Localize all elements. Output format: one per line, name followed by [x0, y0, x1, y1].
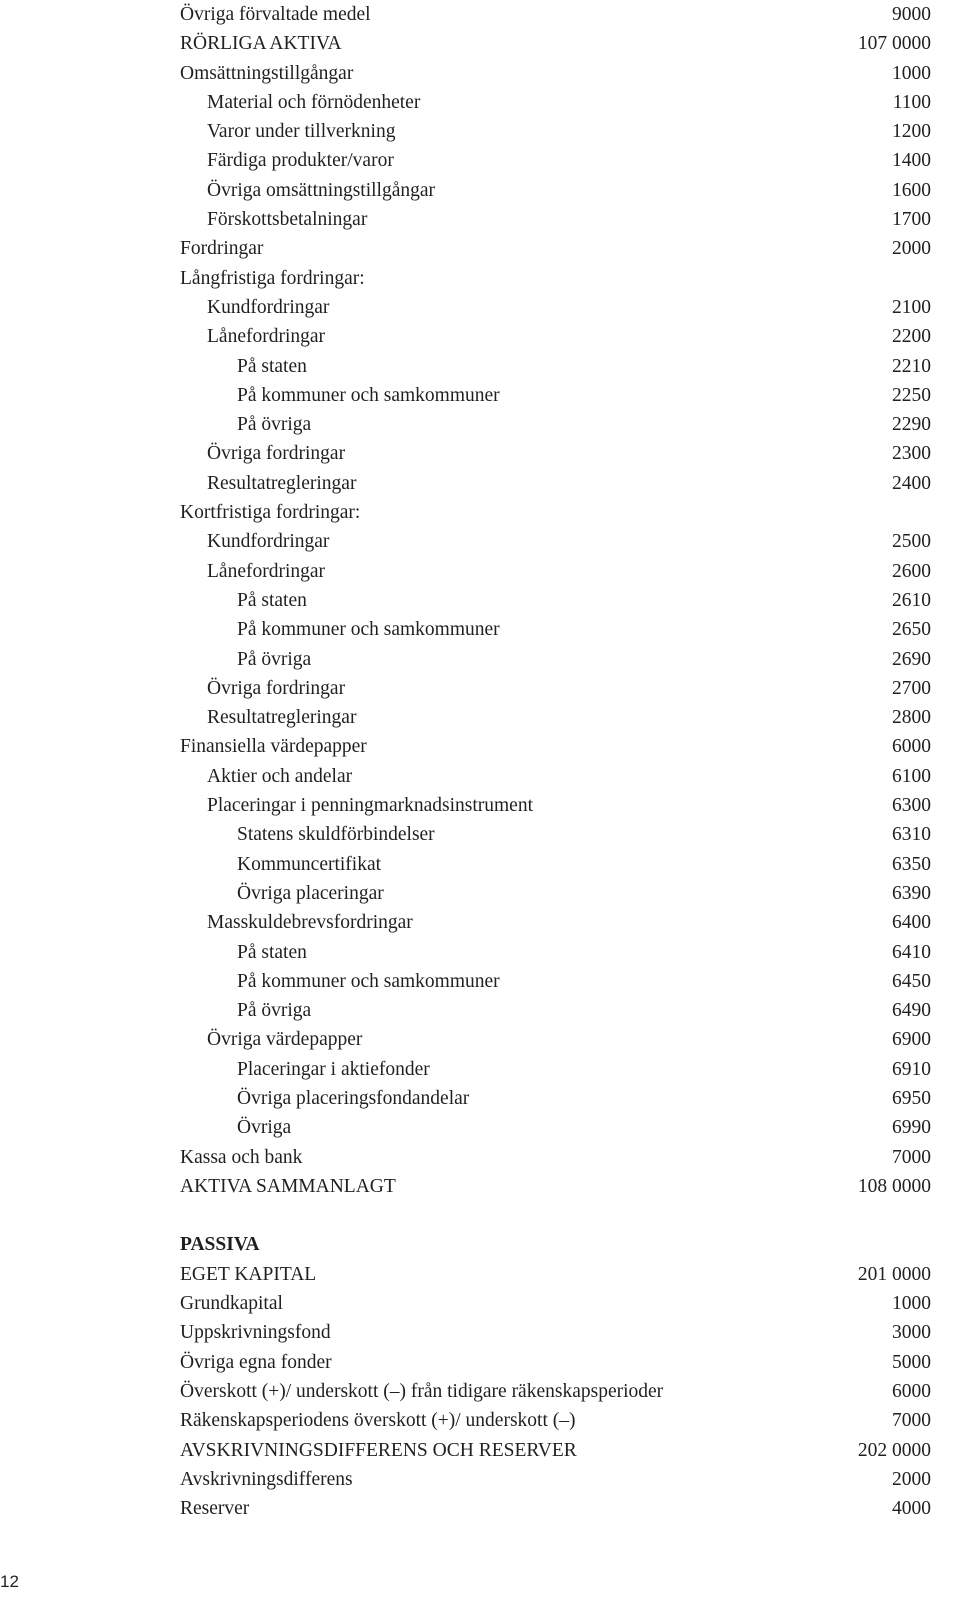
account-label: Kundfordringar — [207, 296, 330, 318]
account-row — [180, 498, 931, 527]
account-row — [180, 0, 931, 29]
account-label: Masskuldebrevsfordringar — [207, 912, 413, 934]
account-label: På staten — [237, 355, 307, 377]
account-code: 9000 — [892, 4, 931, 25]
account-row — [180, 410, 931, 439]
account-row — [180, 615, 931, 644]
account-code: 2000 — [892, 238, 931, 260]
account-row — [180, 205, 931, 234]
account-label: Omsättningstillgångar — [180, 62, 354, 84]
account-row — [180, 352, 931, 381]
account-code: 6400 — [892, 912, 931, 934]
account-row — [180, 732, 931, 761]
account-label: Kortfristiga fordringar: — [180, 502, 361, 524]
account-label: Lånefordringar — [207, 560, 326, 582]
account-code: 2500 — [892, 531, 931, 553]
account-code: 1700 — [892, 209, 931, 231]
account-row — [180, 176, 931, 205]
account-row — [180, 1055, 931, 1084]
account-label: Övriga förvaltade medel — [180, 4, 371, 25]
account-row — [180, 264, 931, 293]
account-row — [180, 1348, 931, 1377]
account-code: 2000 — [892, 1468, 931, 1490]
account-label: Långfristiga fordringar: — [180, 267, 365, 289]
account-code: 1000 — [892, 62, 931, 84]
account-code: 1200 — [892, 121, 931, 143]
account-row — [180, 820, 931, 849]
liabilities-section — [180, 1260, 931, 1524]
account-row — [180, 1084, 931, 1113]
account-label: På kommuner och samkommuner — [237, 384, 500, 406]
account-row — [180, 1406, 931, 1435]
account-code: 7000 — [892, 1410, 931, 1432]
account-code: 6950 — [892, 1087, 931, 1109]
account-row — [180, 703, 931, 732]
account-label: Förskottsbetalningar — [207, 209, 368, 231]
account-label: Övriga omsättningstillgångar — [207, 179, 436, 201]
account-label: Räkenskapsperiodens överskott (+)/ underskott (–) — [180, 1410, 576, 1432]
account-label: Uppskrivningsfond — [180, 1322, 331, 1344]
account-row — [180, 1025, 931, 1054]
account-label: Resultatregleringar — [207, 707, 357, 729]
account-code: 1100 — [892, 91, 931, 113]
account-code: 6000 — [892, 736, 931, 758]
account-row — [180, 996, 931, 1025]
account-code: 6100 — [892, 765, 931, 787]
account-label: Övriga värdepapper — [207, 1029, 363, 1051]
account-row — [180, 908, 931, 937]
account-row — [180, 967, 931, 996]
account-label: Placeringar i penningmarknadsinstrument — [207, 795, 533, 817]
account-code: 6410 — [892, 941, 931, 963]
account-row — [180, 234, 931, 263]
account-code: 6910 — [892, 1058, 931, 1080]
account-code: 6450 — [892, 970, 931, 992]
account-row — [180, 117, 931, 146]
account-code: 6390 — [892, 882, 931, 904]
account-label: Övriga placeringar — [237, 882, 384, 904]
account-label: På övriga — [237, 414, 312, 436]
account-label: På övriga — [237, 648, 312, 670]
account-code: 202 0000 — [857, 1439, 931, 1461]
account-row — [180, 674, 931, 703]
account-code: 7000 — [892, 1146, 931, 1168]
account-row — [180, 850, 931, 879]
account-label: AVSKRIVNINGSDIFFERENS OCH RESERVER — [180, 1439, 577, 1461]
account-label: På övriga — [237, 1000, 312, 1022]
account-label: Aktier och andelar — [207, 765, 353, 787]
account-label: Material och förnödenheter — [207, 91, 421, 113]
account-code: 201 0000 — [857, 1263, 931, 1285]
account-code: 2700 — [892, 677, 931, 699]
account-code: 2600 — [892, 560, 931, 582]
account-row — [180, 1289, 931, 1318]
account-row — [180, 322, 931, 351]
account-code: 2800 — [892, 707, 931, 729]
account-label: Lånefordringar — [207, 326, 326, 348]
account-code: 6350 — [892, 853, 931, 875]
account-code: 6990 — [892, 1117, 931, 1139]
account-label: Resultatregleringar — [207, 472, 357, 494]
account-label: Avskrivningsdifferens — [180, 1468, 353, 1490]
account-code: 6900 — [892, 1029, 931, 1051]
account-row — [180, 791, 931, 820]
account-label: På staten — [237, 589, 307, 611]
account-code: 107 0000 — [857, 33, 931, 55]
account-row — [180, 59, 931, 88]
account-row — [180, 938, 931, 967]
page-number: 12 — [0, 1572, 19, 1591]
account-code: 3000 — [892, 1322, 931, 1344]
account-code: 6310 — [892, 824, 931, 846]
account-code: 2400 — [892, 472, 931, 494]
account-code: 2290 — [892, 414, 931, 436]
account-label: Övriga egna fonder — [180, 1351, 332, 1373]
account-row — [180, 88, 931, 117]
account-row — [180, 1465, 931, 1494]
account-label: Övriga — [237, 1117, 292, 1139]
account-code: 2300 — [892, 443, 931, 465]
account-row — [180, 381, 931, 410]
account-row — [180, 1143, 931, 1172]
account-label: Övriga placeringsfondandelar — [237, 1087, 470, 1109]
account-code: 2100 — [892, 296, 931, 318]
account-code: 2210 — [892, 355, 931, 377]
account-label: Statens skuldförbindelser — [237, 824, 435, 846]
account-row — [180, 645, 931, 674]
account-code: 108 0000 — [857, 1175, 931, 1197]
account-list — [180, 0, 931, 1523]
account-label: Placeringar i aktiefonder — [237, 1058, 430, 1080]
account-code: 6300 — [892, 795, 931, 817]
account-label: På kommuner och samkommuner — [237, 970, 500, 992]
account-row — [180, 1494, 931, 1523]
passiva-heading: PASSIVA — [180, 1234, 260, 1256]
account-label: På kommuner och samkommuner — [237, 619, 500, 641]
account-row — [180, 586, 931, 615]
account-label: Varor under tillverkning — [207, 121, 396, 143]
account-row — [180, 1172, 931, 1201]
account-code: 5000 — [892, 1351, 931, 1373]
account-label: EGET KAPITAL — [180, 1263, 317, 1285]
account-row — [180, 439, 931, 468]
account-row — [180, 1318, 931, 1347]
account-row — [180, 146, 931, 175]
account-code: 6000 — [892, 1380, 931, 1402]
account-row — [180, 293, 931, 322]
passiva-heading-row — [180, 1230, 931, 1259]
account-code: 2250 — [892, 384, 931, 406]
account-label: Grundkapital — [180, 1293, 283, 1315]
account-code: 1400 — [892, 150, 931, 172]
account-label: På staten — [237, 941, 307, 963]
account-label: RÖRLIGA AKTIVA — [180, 33, 342, 55]
account-code: 1600 — [892, 179, 931, 201]
account-row — [180, 1113, 931, 1142]
account-code: 2200 — [892, 326, 931, 348]
account-row — [180, 1377, 931, 1406]
account-code: 6490 — [892, 1000, 931, 1022]
account-label: Fordringar — [180, 238, 264, 260]
account-label: Kundfordringar — [207, 531, 330, 553]
section-gap — [180, 1201, 931, 1230]
account-code: 4000 — [892, 1498, 931, 1520]
assets-section — [180, 0, 931, 1201]
account-row — [180, 879, 931, 908]
account-label: Kommuncertifikat — [237, 853, 382, 875]
account-row — [180, 469, 931, 498]
account-label: Övriga fordringar — [207, 677, 346, 699]
account-label: Färdiga produkter/varor — [207, 150, 394, 172]
account-label: AKTIVA SAMMANLAGT — [180, 1175, 396, 1197]
account-code: 2610 — [892, 589, 931, 611]
account-row — [180, 557, 931, 586]
account-code: 1000 — [892, 1293, 931, 1315]
account-label: Överskott (+)/ underskott (–) från tidigare räkenskapsperioder — [180, 1380, 664, 1402]
account-label: Kassa och bank — [180, 1146, 303, 1168]
account-code: 2690 — [892, 648, 931, 670]
account-label: Övriga fordringar — [207, 443, 346, 465]
account-code: 2650 — [892, 619, 931, 641]
account-row — [180, 29, 931, 58]
account-label: Finansiella värdepapper — [180, 736, 367, 758]
account-label: Reserver — [180, 1498, 250, 1520]
account-row — [180, 1260, 931, 1289]
account-row — [180, 1436, 931, 1465]
account-row — [180, 527, 931, 556]
account-row — [180, 762, 931, 791]
